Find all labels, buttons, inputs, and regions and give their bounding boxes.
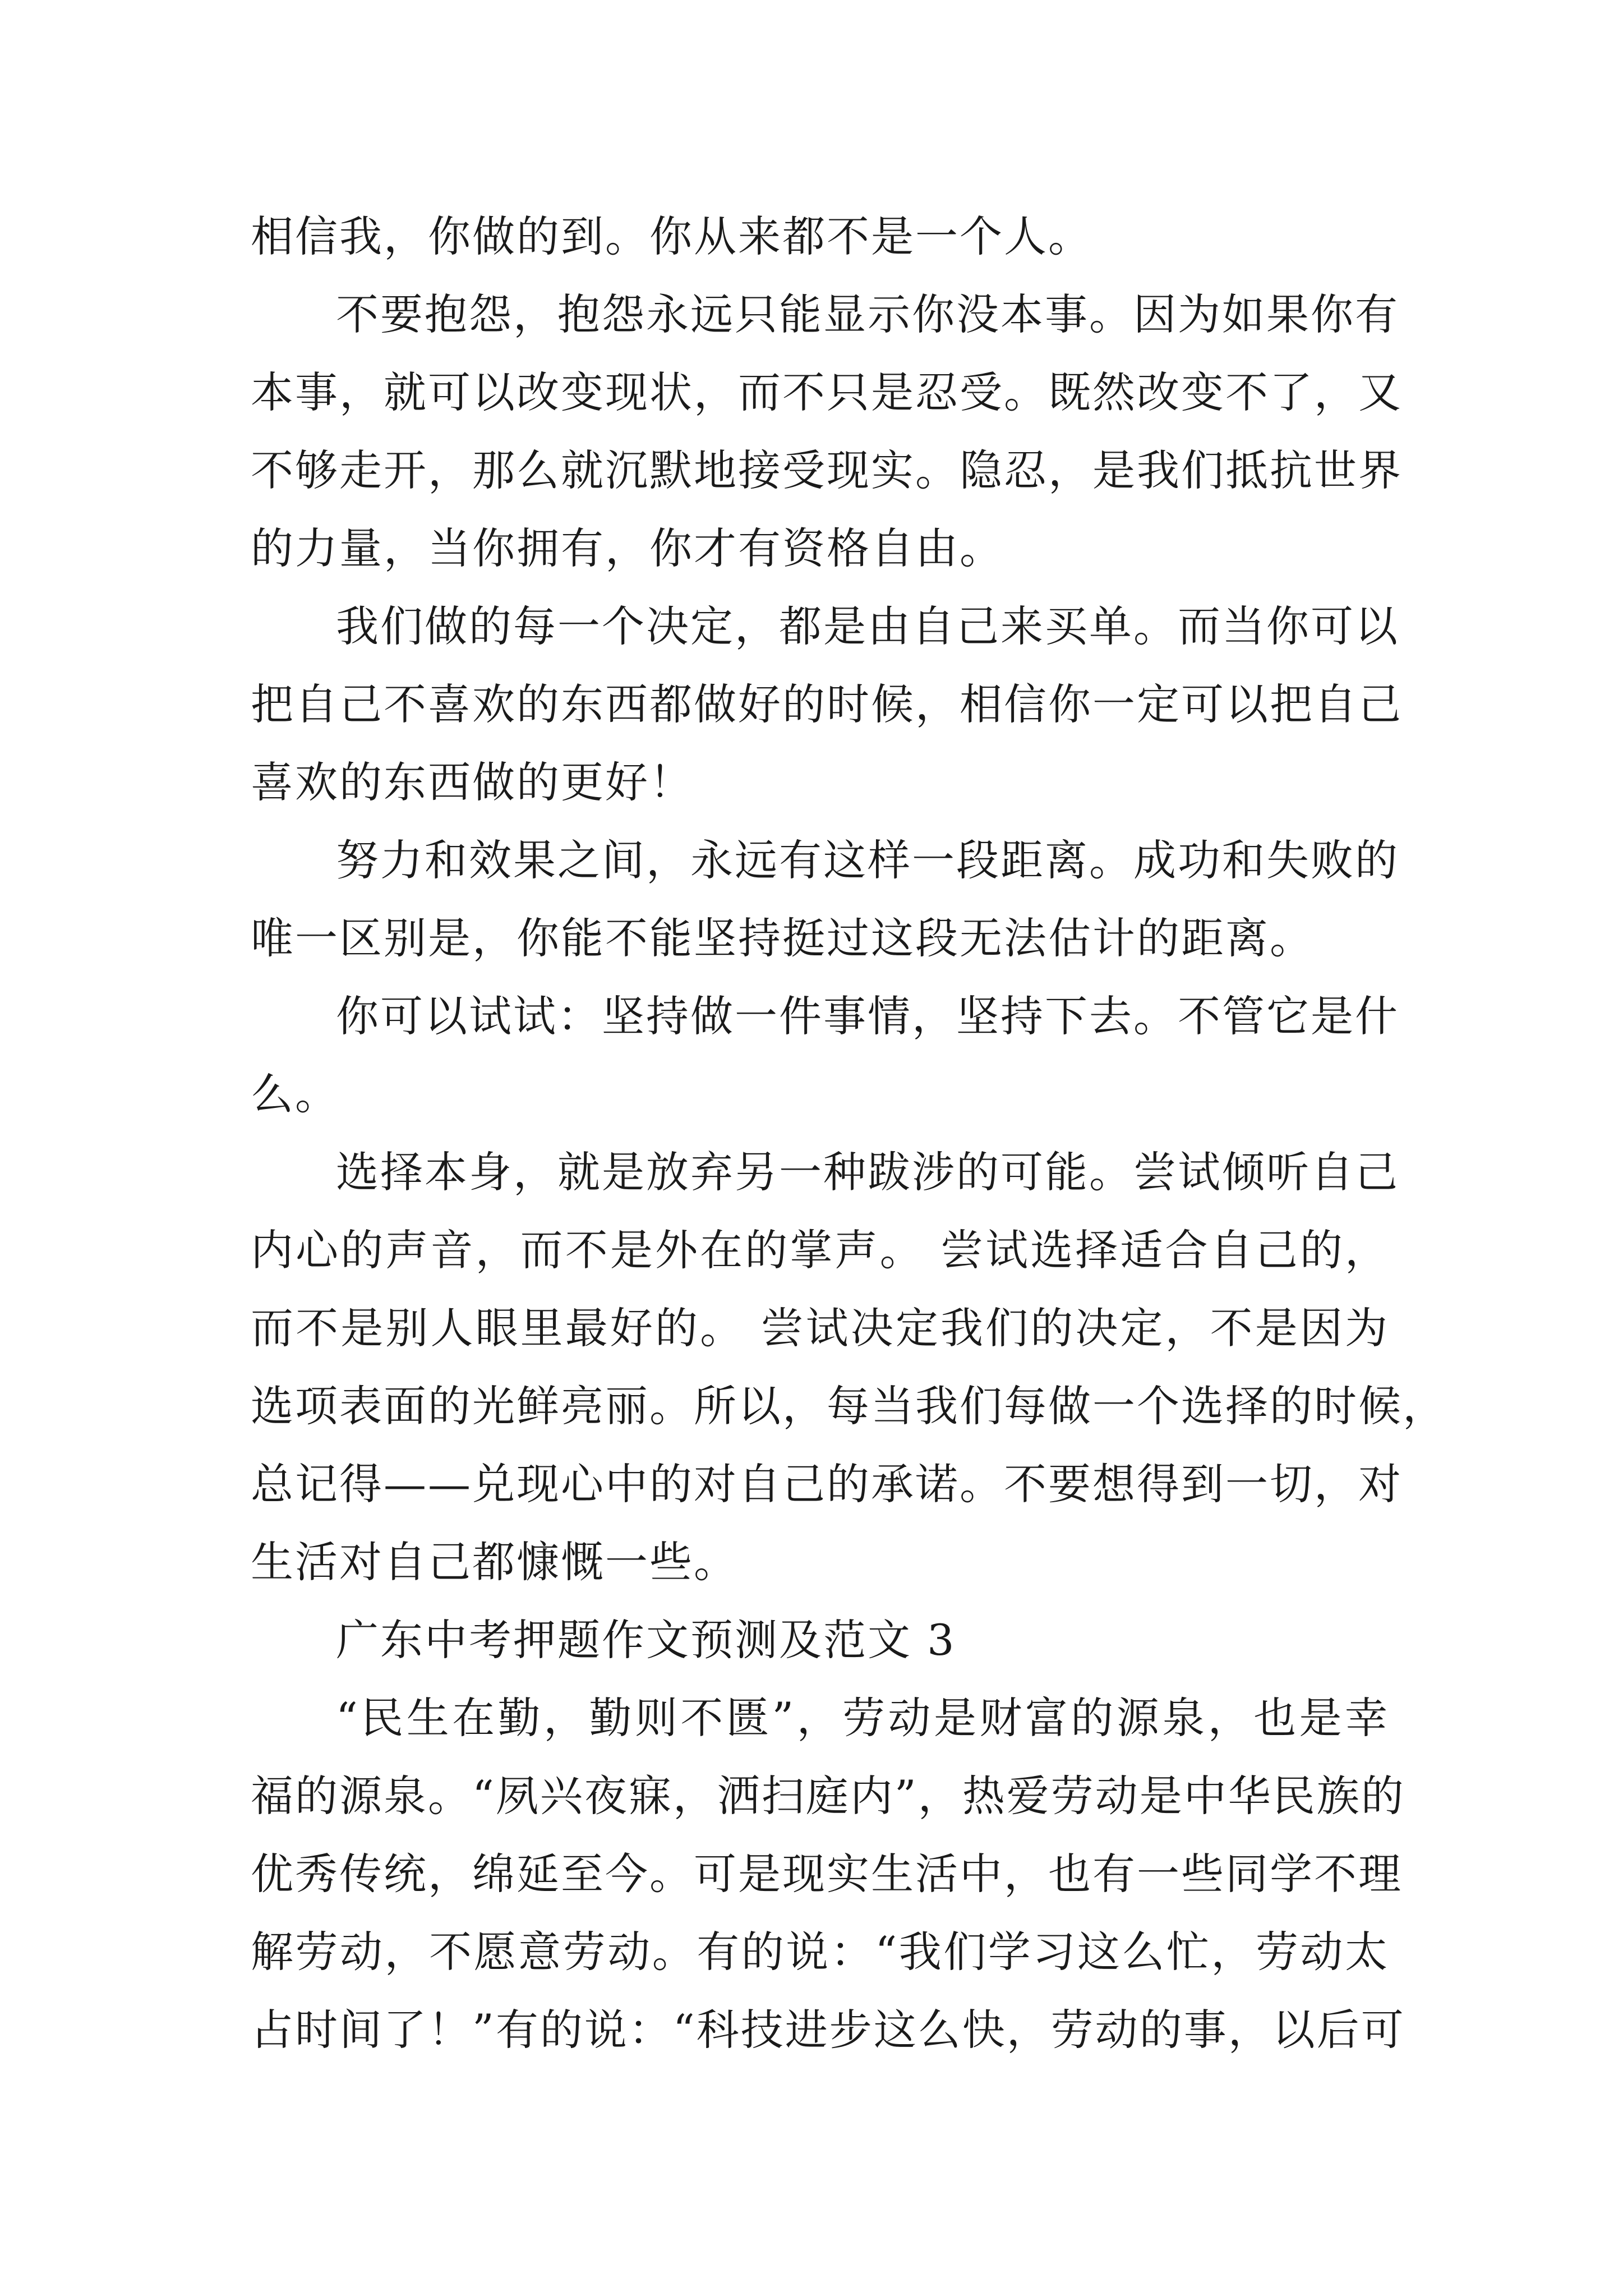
paragraph-line: 的力量，当你拥有，你才有资格自由。 xyxy=(251,523,1004,573)
paragraph-line: 解劳动，不愿意劳动。有的说：“我们学习这么忙，劳动太 xyxy=(251,1927,1389,1977)
paragraph-line: “民生在勤，勤则不匮”，劳动是财富的源泉，也是幸 xyxy=(336,1693,1389,1743)
paragraph-line: 么。 xyxy=(251,1069,339,1119)
paragraph-line: 选择本身，就是放弃另一种跋涉的可能。尝试倾听自己 xyxy=(336,1147,1399,1197)
paragraph-line: 优秀传统，绵延至今。可是现实生活中，也有一些同学不理 xyxy=(251,1849,1403,1899)
body-text xyxy=(251,197,1447,2069)
paragraph-line: 把自己不喜欢的东西都做好的时候，相信你一定可以把自己 xyxy=(251,679,1403,729)
paragraph-line: 占时间了！”有的说：“科技进步这么快，劳动的事，以后可 xyxy=(251,2005,1405,2055)
paragraph-line: 你可以试试：坚持做一件事情，坚持下去。不管它是什 xyxy=(336,991,1399,1041)
paragraph-line: 内心的声音，而不是外在的掌声。 尝试选择适合自己的， xyxy=(251,1225,1389,1275)
paragraph-line: 努力和效果之间，永远有这样一段距离。成功和失败的 xyxy=(336,835,1399,885)
paragraph-line: 我们做的每一个决定，都是由自己来买单。而当你可以 xyxy=(336,601,1399,651)
paragraph-line: 唯一区别是，你能不能坚持挺过这段无法估计的距离。 xyxy=(251,913,1314,963)
paragraph-line: 福的源泉。“夙兴夜寐，洒扫庭内”，热爱劳动是中华民族的 xyxy=(251,1771,1405,1821)
paragraph-line: 喜欢的东西做的更好！ xyxy=(251,757,694,807)
paragraph-line: 相信我，你做的到。你从来都不是一个人。 xyxy=(251,211,1092,261)
paragraph-line: 选项表面的光鲜亮丽。所以，每当我们每做一个选择的时候， xyxy=(251,1381,1447,1431)
paragraph-line: 不够走开，那么就沉默地接受现实。隐忍，是我们抵抗世界 xyxy=(251,445,1403,495)
paragraph-line: 不要抱怨，抱怨永远只能显示你没本事。因为如果你有 xyxy=(336,289,1399,339)
paragraph-line: 生活对自己都慷慨一些。 xyxy=(251,1537,738,1587)
paragraph-line: 总记得——兑现心中的对自己的承诺。不要想得到一切，对 xyxy=(251,1459,1403,1509)
paragraph-line: 本事，就可以改变现状，而不只是忍受。既然改变不了，又 xyxy=(251,367,1403,417)
paragraph-line: 而不是别人眼里最好的。 尝试决定我们的决定，不是因为 xyxy=(251,1303,1389,1353)
section-heading: 广东中考押题作文预测及范文 3 xyxy=(336,1615,956,1665)
